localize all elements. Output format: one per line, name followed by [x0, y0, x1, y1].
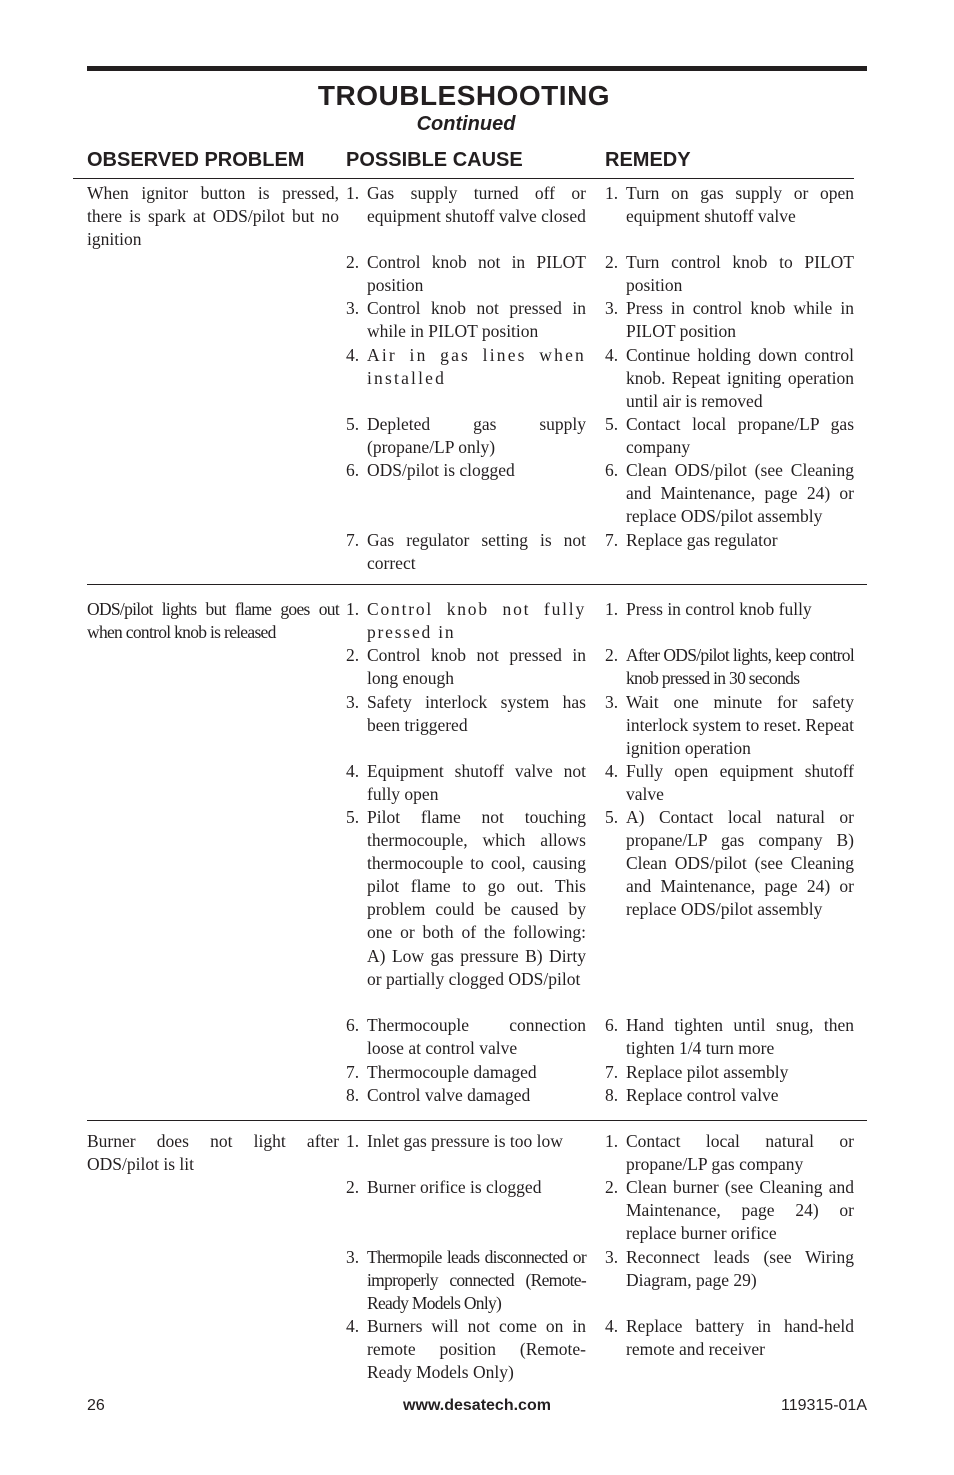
cause-text: Control knob not fully pressed in — [367, 599, 586, 643]
problem-text: Burner does not light after ODS/pilot is lit — [87, 1131, 339, 1175]
header-divider — [73, 178, 854, 179]
cause-text: ODS/pilot is clogged — [367, 460, 515, 480]
remedy-text: After ODS/pilot lights, keep control knob pressed in 30 seconds — [626, 645, 854, 689]
remedy-text: Turn on gas supply or open equipment shutoff valve — [626, 183, 854, 227]
remedy-text: Turn control knob to PILOT position — [626, 252, 854, 296]
document-number: 119315-01A — [781, 1397, 867, 1414]
remedy-text: Replace battery in hand-held remote and receiver — [626, 1316, 854, 1360]
cause-text: Inlet gas pressure is too low — [367, 1131, 563, 1151]
cause-text: Control knob not pressed in long enough — [367, 645, 586, 689]
remedy-text: Wait one minute for safety interlock system to reset. Repeat ignition operation — [626, 692, 854, 759]
remedy-text: Replace pilot assembly — [626, 1062, 789, 1082]
remedy-text: Continue holding down control knob. Repeat igniting operation until air is removed — [626, 345, 854, 412]
cause-text: Air in gas lines when installed — [367, 345, 586, 389]
remedy-text: Hand tighten until snug, then tighten 1/4 turn more — [626, 1015, 854, 1059]
page-title: TROUBLESHOOTING — [317, 80, 611, 111]
cause-text: Pilot flame not touching thermocouple, which allows thermocouple to cool, causing pilot flame to go out. This problem could be caused by one or both of the following: A) Low gas pressure B) Dirty or partially clogged ODS/pilot — [367, 807, 586, 989]
cause-text: Control knob not pressed in while in PILOT position — [367, 298, 586, 342]
section-divider — [87, 584, 867, 585]
cause-text: Thermocouple connection loose at control valve — [367, 1015, 586, 1059]
cause-text: Thermocouple damaged — [367, 1062, 537, 1082]
cause-text: Burner orifice is clogged — [367, 1177, 542, 1197]
column-header-cause: POSSIBLE CAUSE — [346, 149, 523, 171]
cause-text: Equipment shutoff valve not fully open — [367, 761, 586, 805]
cause-text: Gas regulator setting is not correct — [367, 530, 586, 574]
remedy-text: Clean ODS/pilot (see Cleaning and Maintenance, page 24) or replace ODS/pilot assembly — [626, 460, 854, 527]
problem-text: ODS/pilot lights but flame goes out when control knob is released — [87, 599, 339, 643]
remedy-text: Press in control knob fully — [626, 599, 812, 619]
section-divider — [87, 1120, 867, 1121]
problem-text: When ignitor button is pressed, there is spark at ODS/pilot but no ignition — [87, 183, 339, 250]
cause-text: Gas supply turned off or equipment shutoff valve closed — [367, 183, 586, 227]
cause-text: Control valve damaged — [367, 1085, 531, 1105]
remedy-text: Replace control valve — [626, 1085, 779, 1105]
cause-text: Thermopile leads disconnected or improperly connected (Remote-Ready Models Only) — [367, 1247, 586, 1314]
page-number: 26 — [87, 1397, 105, 1414]
remedy-text: A) Contact local natural or propane/LP gas company B) Clean ODS/pilot (see Cleaning and Maintenance, page 24) or replace ODS/pilot assembly — [626, 807, 854, 920]
remedy-text: Fully open equipment shutoff valve — [626, 761, 854, 805]
remedy-text: Contact local propane/LP gas company — [626, 414, 854, 458]
column-header-problem: OBSERVED PROBLEM — [87, 149, 305, 171]
website-link[interactable]: www.desatech.com — [403, 1397, 551, 1414]
cause-text: Safety interlock system has been triggered — [367, 692, 586, 736]
remedy-text: Replace gas regulator — [626, 530, 778, 550]
remedy-text: Press in control knob while in PILOT position — [626, 298, 854, 342]
cause-text: Control knob not in PILOT position — [367, 252, 586, 296]
cause-text: Depleted gas supply (propane/LP only) — [367, 414, 586, 458]
top-rule — [87, 66, 867, 71]
page-subtitle: Continued — [416, 113, 516, 135]
cause-text: Burners will not come on in remote position (Remote-Ready Models Only) — [367, 1316, 586, 1383]
remedy-text: Clean burner (see Cleaning and Maintenance, page 24) or replace burner orifice — [626, 1177, 854, 1244]
column-header-remedy: REMEDY — [605, 149, 691, 171]
remedy-text: Contact local natural or propane/LP gas company — [626, 1131, 854, 1175]
remedy-text: Reconnect leads (see Wiring Diagram, page 29) — [626, 1247, 854, 1291]
